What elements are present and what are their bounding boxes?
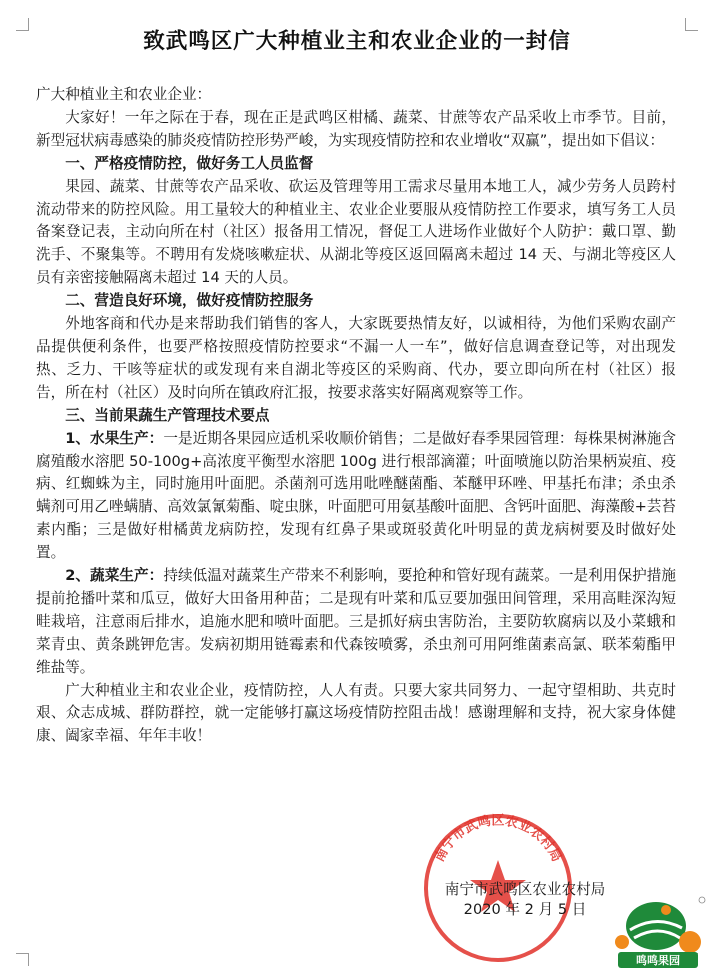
section-1-paragraph: 果园、蔬菜、甘蔗等农产品采收、砍运及管理等用工需求尽量用本地工人，减少劳务人员跨村流动带来的防控风险。用工量较大的种植业主、农业企业要服从疫情防控工作要求，填写务工人员备案登记表，主动向所在村（社区）报备用工情况，督促工人进场作业做好个人防护：戴口罩、勤洗手、不聚集等。不聘用有发烧咳嗽症状、从湖北等疫区返回隔离未超过 14 天、与湖北等疫区人员有亲密接触隔离未超过 14 天的人员。 <box>36 177 676 287</box>
letter-title: 致武鸣区广大种植业主和农业企业的一封信 <box>143 29 571 54</box>
signature-block <box>420 880 630 920</box>
signature-organization: 南宁市武鸣区农业农村局 <box>444 881 606 898</box>
closing-paragraph: 广大种植业主和农业企业，疫情防控，人人有责。只要大家共同努力、一起守望相助、共克时艰、众志成城、群防群控，就一定能够打赢这场疫情防控阻击战！感谢理解和支持，祝大家身体健康、阖家幸福、年年丰收！ <box>36 681 676 745</box>
page-corner-mark <box>16 953 29 966</box>
section-3-heading: 三、当前果蔬生产管理技术要点 <box>65 406 270 424</box>
vegetable-production-paragraph <box>36 565 676 680</box>
fruit-production-paragraph <box>36 428 676 565</box>
signature-date: 2020 年 2 月 5 日 <box>463 901 587 918</box>
salutation: 广大种植业主和农业企业： <box>36 86 212 103</box>
mingming-orchard-logo <box>610 894 706 970</box>
letter-body <box>36 84 676 748</box>
vegetable-production-title: 2、蔬菜生产： <box>65 567 164 585</box>
logo-text: 鸣鸣果园 <box>636 954 680 967</box>
svg-text:南宁市武鸣区农业农村局: 南宁市武鸣区农业农村局 <box>432 813 564 865</box>
section-2-paragraph: 外地客商和代办是来帮助我们销售的客人，大家既要热情友好，以诚相待，为他们采购农副产品提供便利条件，也要严格按照疫情防控要求“不漏一人一车”，做好信息调查登记等，对出现发热、乏力、干咳等症状的或发现有来自湖北等疫区的采购商、代办，要立即向所在村（社区）报告，所在村（社区）及时向所在镇政府汇报，按要求落实好隔离观察等工作。 <box>36 315 676 401</box>
intro-paragraph: 大家好！一年之际在于春，现在正是武鸣区柑橘、蔬菜、甘蔗等农产品采收上市季节。目前，新型冠状病毒感染的肺炎疫情防控形势严峻，为实现疫情防控和农业增收“双赢”，提出如下倡议： <box>36 108 676 149</box>
fruit-production-text: 一是近期各果园应适机采收顺价销售；二是做好春季果园管理：每株果树淋施含腐殖酸水溶肥 50-100g+高浓度平衡型水溶肥 100g 进行根部滴灌；叶面喷施以防治果柄炭疽、疫病、红蜘蛛为主，同时施用叶面肥。杀菌剂可选用吡唑醚菌酯、苯醚甲环唑、甲基托布津；杀虫杀螨剂可用乙唑螨腈、高效氯氰菊酯、啶虫脒，叶面肥可用氨基酸叶面肥、含钙叶面肥、海藻酸+芸苔素内酯；三是做好柑橘黄龙病防控，发现有红鼻子果或斑驳黄化叶明显的黄龙病树要及时做好处置。 <box>36 429 677 562</box>
section-2-heading: 二、营造良好环境，做好疫情防控服务 <box>65 292 314 310</box>
fruit-production-title: 1、水果生产： <box>65 429 164 447</box>
section-1-heading: 一、严格疫情防控，做好务工人员监督 <box>65 154 314 172</box>
vegetable-production-text: 持续低温对蔬菜生产带来不利影响，要抢种和管好现有蔬菜。一是利用保护措施提前抢播叶菜和瓜豆，做好大田备用种苗；二是现有叶菜和瓜豆要加强田间管理，采用高畦深沟短畦栽培，注意雨后排水，追施水肥和喷叶面肥。三是抓好病虫害防治，主要防软腐病以及小菜蛾和菜青虫、黄条跳钾危害。发病初期用链霉素和代森铵喷雾，杀虫剂可用阿维菌素高氯、联苯菊酯甲维盐等。 <box>36 567 677 676</box>
